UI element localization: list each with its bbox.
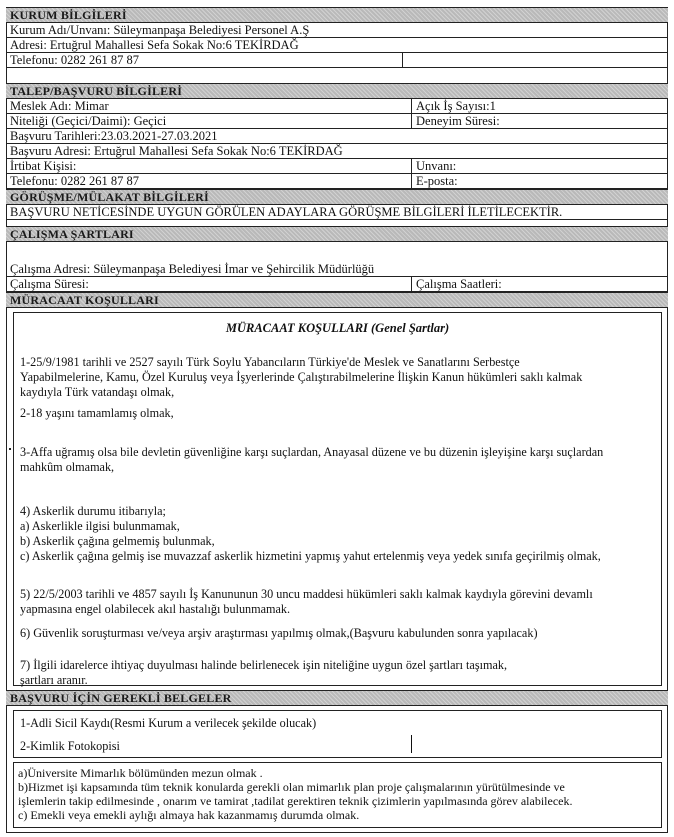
irtibat-kisisi: İrtibat Kişisi: xyxy=(10,159,77,173)
meslek-adi: Meslek Adı: Mimar xyxy=(10,99,109,113)
talep-telefon-row xyxy=(6,174,668,189)
belge-2: 2-Kimlik Fotokopisi xyxy=(20,739,120,753)
kosul-1-line-1: 1-25/9/1981 tarihli ve 2527 sayılı Türk Soylu Yabancıların Türkiye'de Meslek ve Sanatlarını Serbestçe xyxy=(20,355,520,369)
calisma-sure-row xyxy=(6,277,668,292)
gorusme-row xyxy=(6,205,668,220)
section-header-muracaat: MÜRACAAT KOŞULLARI xyxy=(6,292,668,308)
muracaat-kosullari-box xyxy=(13,312,662,686)
kosul-6: 6) Güvenlik soruşturması ve/veya arşiv araştırması yapılmış olmak,(Başvuru kabulunden sonra yapılacak) xyxy=(20,626,538,640)
belgeler-box xyxy=(13,710,662,758)
kosul-4-c: c) Askerlik çağına gelmiş ise muvazzaf askerlik hizmetini yapmış yahut ertelenmiş veya yedek sınıfa geçirilmiş olmak, xyxy=(20,549,601,563)
acik-is-sayisi: Açık İş Sayısı:1 xyxy=(411,99,668,113)
section-header-gorusme: GÖRÜŞME/MÜLAKAT BİLGİLERİ xyxy=(6,189,668,205)
kosul-4: 4) Askerlik durumu itibarıyla; xyxy=(20,504,166,518)
talep-telefon: Telefonu: 0282 261 87 87 xyxy=(10,174,139,188)
kosul-2: 2-18 yaşını tamamlamış olmak, xyxy=(20,406,174,420)
calisma-suresi: Çalışma Süresi: xyxy=(10,277,89,291)
calisma-adresi: Çalışma Adresi: Süleymanpaşa Belediyesi İmar ve Şehircilik Müdürlüğü xyxy=(10,262,375,276)
text-cursor xyxy=(411,735,412,753)
kurum-adres: Adresi: Ertuğrul Mahallesi Sefa Sokak No:6 TEKİRDAĞ xyxy=(10,38,299,52)
section-header-kurum: KURUM BİLGİLERİ xyxy=(6,7,668,23)
muracaat-baslik: MÜRACAAT KOŞULLARI (Genel Şartlar) xyxy=(225,321,450,335)
unvani: Unvanı: xyxy=(411,159,668,173)
kurum-ad-row xyxy=(6,23,668,38)
ozel-sart-b-line-1: b)Hizmet işi kapsamında tüm teknik konularda gerekli olan mimarlık plan proje çalışmalarının yürütülmesinde ve xyxy=(18,780,565,794)
niteligi: Niteliği (Geçici/Daimi): Geçici xyxy=(10,114,167,128)
calisma-saatleri: Çalışma Saatleri: xyxy=(411,277,668,291)
ozel-sart-c: c) Emekli veya emekli aylığı almaya hak kazanmamış durumda olmak. xyxy=(18,808,360,822)
talep-nitelik-row xyxy=(6,114,668,129)
kosul-3-line-2: mahkûm olmamak, xyxy=(20,460,115,474)
kurum-telefon-row xyxy=(6,53,668,68)
kosul-4-b: b) Askerlik çağına gelmemiş bulunmak, xyxy=(20,534,215,548)
e-posta: E-posta: xyxy=(411,174,668,188)
kosul-5-line-1: 5) 22/5/2003 tarihli ve 4857 sayılı İş Kanununun 30 uncu maddesi hükümleri saklı kalmak kaydıyla görevini devamlı xyxy=(20,587,593,601)
talep-irtibat-row xyxy=(6,159,668,174)
kosul-1-line-3: kaydıyla Türk vatandaşı olmak, xyxy=(20,385,175,399)
ozel-sart-b-line-2: işlemlerin takip edilmesinde , onarım ve tamirat ,tadilat gerektiren teknik çizimlerin yapılmasında görev alabilecek. xyxy=(18,794,573,808)
kosul-5-line-2: yapmasına engel olabilecek akıl hastalığı bulunmamak. xyxy=(20,602,291,616)
calisma-adres-row xyxy=(6,262,668,277)
section-header-calisma: ÇALIŞMA ŞARTLARI xyxy=(6,226,668,242)
gorusme-metin: BAŞVURU NETİCESİNDE UYGUN GÖRÜLEN ADAYLARA GÖRÜŞME BİLGİLERİ İLETİLECEKTİR. xyxy=(10,205,563,219)
section-header-belgeler: BAŞVURU İÇİN GEREKLİ BELGELER xyxy=(6,690,668,706)
kurum-ad: Kurum Adı/Unvanı: Süleymanpaşa Belediyesi Personel A.Ş xyxy=(10,23,310,37)
basvuru-tarihleri: Başvuru Tarihleri:23.03.2021-27.03.2021 xyxy=(10,129,218,143)
talep-adres-row xyxy=(6,144,668,159)
kosul-3-line-1: 3-Affa uğramış olsa bile devletin güvenliğine karşı suçlardan, Anayasal düzene ve bu düzenin işleyişine karşı suçlardan xyxy=(20,445,604,459)
section-header-talep: TALEP/BAŞVURU BİLGİLERİ xyxy=(6,83,668,99)
kurum-telefon: Telefonu: 0282 261 87 87 xyxy=(10,53,139,67)
basvuru-adresi: Başvuru Adresi: Ertuğrul Mahallesi Sefa Sokak No:6 TEKİRDAĞ xyxy=(10,144,343,158)
kosul-7-line-2: şartları aranır. xyxy=(20,673,88,687)
scan-mark xyxy=(9,448,11,450)
kurum-adres-row xyxy=(6,38,668,53)
kosul-1-line-2: Yapabilmelerine, Kamu, Özel Kuruluş veya İşyerlerinde Çalıştırabilmelerine İlişkin Kanun hükümleri saklı kalmak xyxy=(20,370,583,384)
deneyim-suresi: Deneyim Süresi: xyxy=(411,114,668,128)
ozel-sartlar-box xyxy=(13,762,662,828)
kosul-4-a: a) Askerlikle ilgisi bulunmamak, xyxy=(20,519,180,533)
talep-meslek-row xyxy=(6,99,668,114)
kosul-7-line-1: 7) İlgili idarelerce ihtiyaç duyulması halinde belirlenecek işin niteliğine uygun özel şartları taşımak, xyxy=(20,658,508,672)
kurum-empty-cell xyxy=(402,53,668,67)
ozel-sart-a: a)Üniversite Mimarlık bölümünden mezun olmak . xyxy=(18,766,263,780)
talep-tarih-row xyxy=(6,129,668,144)
belge-1: 1-Adli Sicil Kaydı(Resmi Kurum a verilecek şekilde olucak) xyxy=(20,716,317,730)
